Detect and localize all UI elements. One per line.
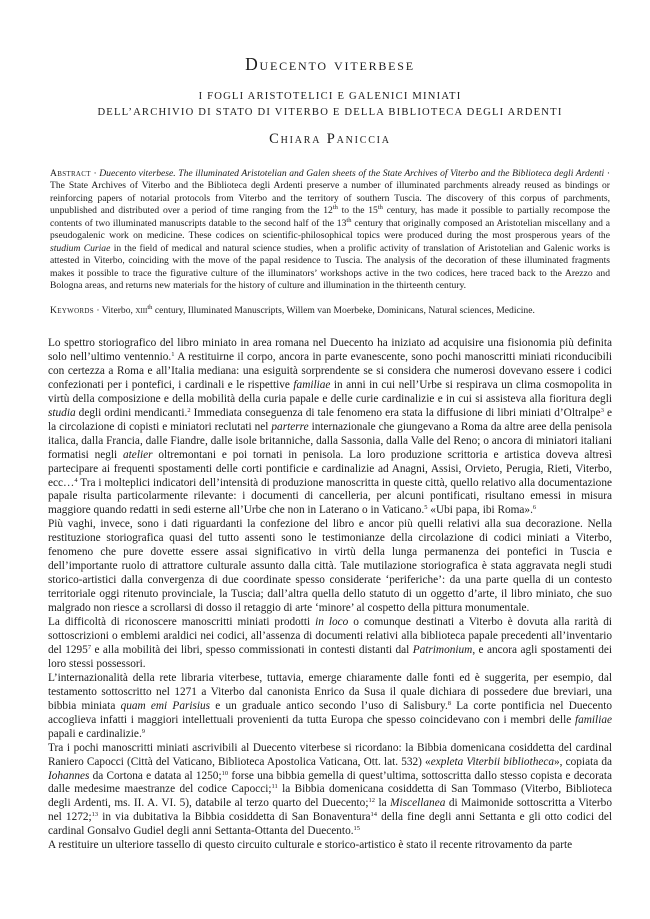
article-subtitle-line-2: DELL’ARCHIVIO DI STATO DI VITERBO E DELLA BIBLIOTECA DEGLI ARDENTI — [97, 107, 563, 118]
footnote-ref[interactable]: 3 — [600, 406, 604, 414]
article-page — [48, 44, 612, 853]
keywords-label: Keywords — [50, 304, 94, 316]
footnote-ref[interactable]: 4 — [74, 476, 78, 484]
footnote-ref[interactable]: 7 — [87, 643, 92, 651]
footnote-ref[interactable]: 12 — [368, 797, 375, 805]
article-author: Chiara Paniccia — [269, 131, 391, 147]
footnote-ref[interactable]: 9 — [141, 727, 146, 735]
paragraph-3: La difficoltà di riconoscere manoscritti miniati prodotti in loco o comunque destinati a Viterbo è dovuta alla rarità di sottoscrizioni o emblemi araldici nei codici, all’assenza di documenti relativi alla biblioteca papale precedenti all’inventario del 1295$^7$ e alla mobilità dei libri, spesso commissionati in contesti distanti dal Patrimonium, e ancora agli spostamenti dei loro stessi possessori. — [48, 616, 613, 670]
paragraph-1: Lo spettro storiografico del libro miniato in area romana nel Duecento ha iniziato ad acquisire una fisionomia più definita solo nell’ultimo ventennio.$^1$ A restituirne il corpo, ancora in parte evanescente, sono pochi manoscritti miniati riconducibili con certezza a Roma e all’Italia mediana: una esiguità sorprendente se si considera che numerosi dovevano essere i codici confezionati per i pontefici, i cardinali e le rispettive familiae in anni in cui nell’Urbe si respirava un clima cosmopolita in virtù della composizione e della mobilità della curia papale e delle curie cardinalizie e in cui si assisteva alla fioritura degli studia degli ordini mendicanti.$^2$ Immediata conseguenza di tale fenomeno era stata la diffusione di libri miniati d’Oltralpe$^3$ e la circolazione di copisti e miniatori reclutati nel parterre internazionale che giungevano a Roma da altre aree della penisola italica, dalla Francia, dalle Fiandre, dalle isole britanniche, dalla Sassonia, dalla Valle del Reno; o ancora di miniatori italiani formatisi negli atelier oltremontani e poi tornati in penisola. La loro produzione scrittoria e artistica doveva altresì partecipare ai frequenti spostamenti delle corti pontificie e cardinalizie ad Anagni, Assisi, Orvieto, Perugia, Rieti, Viterbo, ecc…$^4$ Tra i molteplici indicatori dell’intensità di produzione manoscritta in queste città, quello relativo alla documentazione papale risulta particolarmente rilevante: i documenti di cancelleria, per alcuni pontificati, risultano emessi in misura maggiore quando redatti in sedi esterne all’Urbe che non in Laterano o in Vaticano.$^5$ «Ubi papa, ibi Roma».$^6$ — [48, 336, 613, 517]
article-subtitle-line-1: I FOGLI ARISTOTELICI E GALENICI MINIATI — [198, 91, 462, 102]
article-title: Duecento viterbese — [245, 54, 415, 74]
paragraph-6: A restituire un ulteriore tassello di questo circuito culturale e storico-artistico è stato il recente ritrovamento da parte — [48, 839, 573, 852]
abstract-english-title: Duecento viterbese. The illuminated Aristotelian and Galen sheets of the State Archives of Viterbo and the Biblioteca degli Ardenti — [99, 168, 605, 179]
paragraph-4: L’internazionalità della rete libraria viterbese, tuttavia, emerge chiaramente dalle fonti ed è suggerita, per esempio, dal testamento sottoscritto nel 1271 a Viterbo dal canonista Enrico da Susa il quale dichiara di possedere due breviari, una bibbia miniata quam emi Parisius e un graduale antico secondo l’uso di Salisbury.$^8$ La corte pontificia nel Duecento accoglieva infatti i maggiori intellettuali provenienti da tutta Europa che spesso coincidevano con i membri delle familiae papali e cardinalizie.$^9$ — [48, 671, 613, 740]
footnote-ref[interactable]: 8 — [447, 699, 452, 707]
footnote-ref[interactable]: 2 — [187, 406, 191, 414]
paragraph-2: Più vaghi, invece, sono i dati riguardanti la confezione del libro e ancor più quelli relativi alla sua decorazione. Nella restituzione storiografica quasi del tutto assenti sono le testimonianze della circolazione di codici miniati a Viterbo, fenomeno che pure dovette essere assai significativo in virtù della lunga permanenza dei pontefici in Tuscia e dell’importante ruolo di attrattore culturale assunto dalla città. Tale mutilazione storiografica è stata aggravata negli studi storico-artistici dalla convergenza di due coordinate spesso considerate ‘periferiche’: da una parte quella di un contesto territoriale oggi ritenuto provinciale, la Tuscia; dall’altra quella dello statuto di un oggetto d’arte, il libro miniato, che suo malgrado non riesce a scrollarsi di dosso il retaggio di arte ‘minore’ al cospetto della pittura monumentale. — [48, 518, 612, 615]
footnote-ref[interactable]: 10 — [221, 769, 229, 777]
footnote-ref[interactable]: 11 — [271, 783, 278, 791]
keywords: Keywords · Viterbo, xiii$^{th}$ century, Illuminated Manuscripts, Willem van Moerbeke, Dominicans, Natural sciences, Medicine. — [50, 303, 535, 316]
footnote-ref[interactable]: 6 — [532, 504, 537, 512]
footnote-ref[interactable]: 5 — [424, 504, 428, 512]
abstract-label: Abstract — [50, 168, 91, 179]
footnote-ref[interactable]: 13 — [91, 811, 99, 819]
paragraph-5: Tra i pochi manoscritti miniati ascrivibili al Duecento viterbese si ricordano: la Bibbia domenicana cosiddetta del cardinal Raniero Capocci (Città del Vaticano, Biblioteca Apostolica Vaticana, Ott. lat. 532) «expleta Viterbii bibliotheca», copiata da Iohannes da Cortona e datata al 1250;$^{10}$ forse una bibbia gemella di quest’ultima, sottoscritta dallo stesso copista e decorata dalle medesime maestranze del codice Capocci;$^{11}$ la Bibbia domenicana cosiddetta di San Tommaso (Viterbo, Biblioteca degli Ardenti, ms. II. A. VI. 5), databile al terzo quarto del Duecento;$^{12}$ la Miscellanea di Maimonide sottoscritta a Viterbo nel 1272;$^{13}$ in via dubitativa la Bibbia cosiddetta di San Bonaventura$^{14}$ della fine degli anni Settanta e gli otto codici del cardinal Gonsalvo Gudiel degli anni Settanta-Ottanta del Duecento.$^{15}$ — [48, 741, 613, 838]
footnote-ref[interactable]: 14 — [370, 811, 377, 819]
footnote-ref[interactable]: 15 — [353, 825, 361, 833]
abstract: Abstract · Duecento viterbese. The illuminated Aristotelian and Galen sheets of the State Archives of Viterbo and the Biblioteca degli Ardenti · The State Archives of Viterbo and the Biblioteca degli Ardenti preserve a number of illuminated parchments already reused as bindings or reinforcing papers of notarial protocols from Viterbo and the territory of southern Tuscia. The discovery of this corpus of parchments, unpublished and distributed over a period of time ranging from the 12th to the 15th century, has made it possible to partially recompose the contents of two illuminated manuscripts datable to the second half of the 13th century that originally composed an Aristotelian miscellany and a pseudogalenic work on medicine. These codices on scientific-philosophical topics were produced during the most prosperous years of the studium Curiae in the field of medical and natural science studies, when a prolific activity of translation of Aristotelian and Galenic works is attested in Viterbo, coinciding with the move of the papal residence to Tuscia. The analysis of the decoration of these illuminated fragments makes it possible to trace the figurative culture of the illuminators’ workshops active in the two codices, here traced back to the Arezzo and Bologna areas, and returns new materials for the history of culture and illumination in the thirteenth century. — [50, 168, 611, 292]
footnote-ref[interactable]: 1 — [171, 350, 175, 358]
article-body — [48, 337, 612, 853]
